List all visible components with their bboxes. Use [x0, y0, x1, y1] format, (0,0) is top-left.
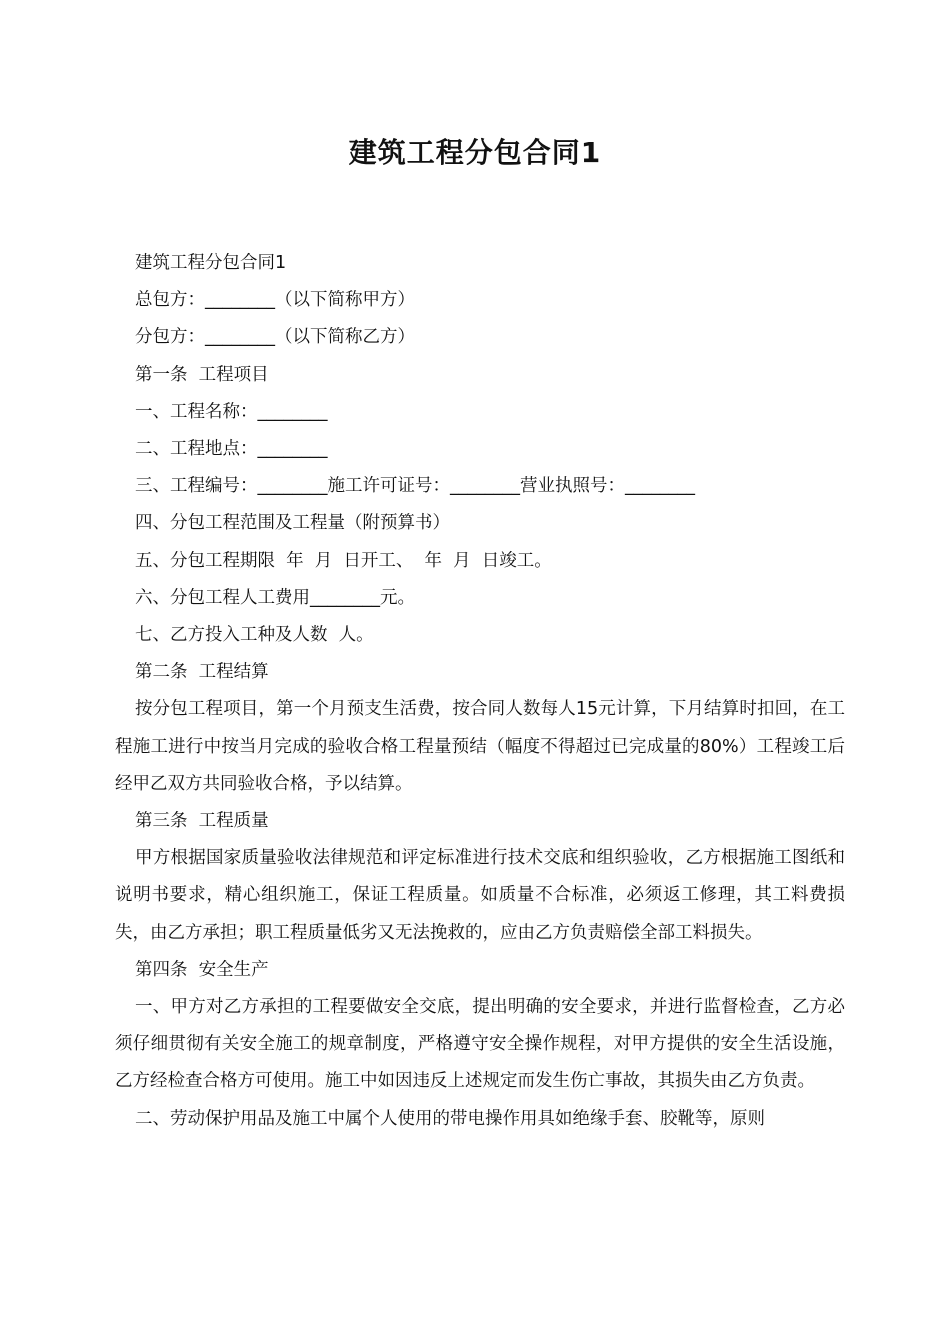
general-contractor-line: 总包方：________（以下简称甲方）: [135, 290, 415, 311]
safety-paragraph-2: 二、劳动保护用品及施工中属个人使用的带电操作用具如绝缘手套、胶靴等，原则: [135, 1108, 765, 1129]
document-body: [115, 245, 845, 1138]
quality-paragraph: 甲方根据国家质量验收法律规范和评定标准进行技术交底和组织验收，乙方根据施工图纸和说明书要求，精心组织施工，保证工程质量。如质量不合标准，必须返工修理，其工料费损失，由乙方承担；职工程质量低劣又无法挽救的，应由乙方负责赔偿全部工料损失。: [115, 848, 845, 943]
subcontractor-line: 分包方：________（以下简称乙方）: [135, 327, 415, 348]
article-4-heading: 第四条 安全生产: [135, 959, 269, 980]
article-3-heading: 第三条 工程质量: [135, 811, 269, 832]
document-title: 建筑工程分包合同1: [348, 136, 602, 169]
workforce-line: 七、乙方投入工种及人数 人。: [135, 625, 374, 646]
article-1-heading: 第一条 工程项目: [135, 364, 269, 385]
article-2-heading: 第二条 工程结算: [135, 662, 269, 683]
labor-cost-line: 六、分包工程人工费用________元。: [135, 587, 415, 608]
period-line: 五、分包工程期限 年 月 日开工、 年 月 日竣工。: [135, 550, 552, 571]
contract-subtitle: 建筑工程分包合同1: [135, 253, 287, 273]
safety-paragraph-1: 一、甲方对乙方承担的工程要做安全交底，提出明确的安全要求，并进行监督检查，乙方必须仔细贯彻有关安全施工的规章制度，严格遵守安全操作规程，对甲方提供的安全生活设施，乙方经检查合格方可使用。施工中如因违反上述规定而发生伤亡事故，其损失由乙方负责。: [115, 997, 845, 1092]
scope-line: 四、分包工程范围及工程量（附预算书）: [135, 513, 450, 534]
settlement-paragraph: 按分包工程项目，第一个月预支生活费，按合同人数每人15元计算，下月结算时扣回，在工程施工进行中按当月完成的验收合格工程量预结（幅度不得超过已完成量的80%）工程竣工后经甲乙双方共同验收合格，予以结算。: [115, 699, 845, 794]
project-number-line: 三、工程编号：________施工许可证号：________营业执照号：________: [135, 476, 695, 497]
project-name-line: 一、工程名称：________: [135, 401, 328, 422]
project-location-line: 二、工程地点：________: [135, 439, 328, 460]
